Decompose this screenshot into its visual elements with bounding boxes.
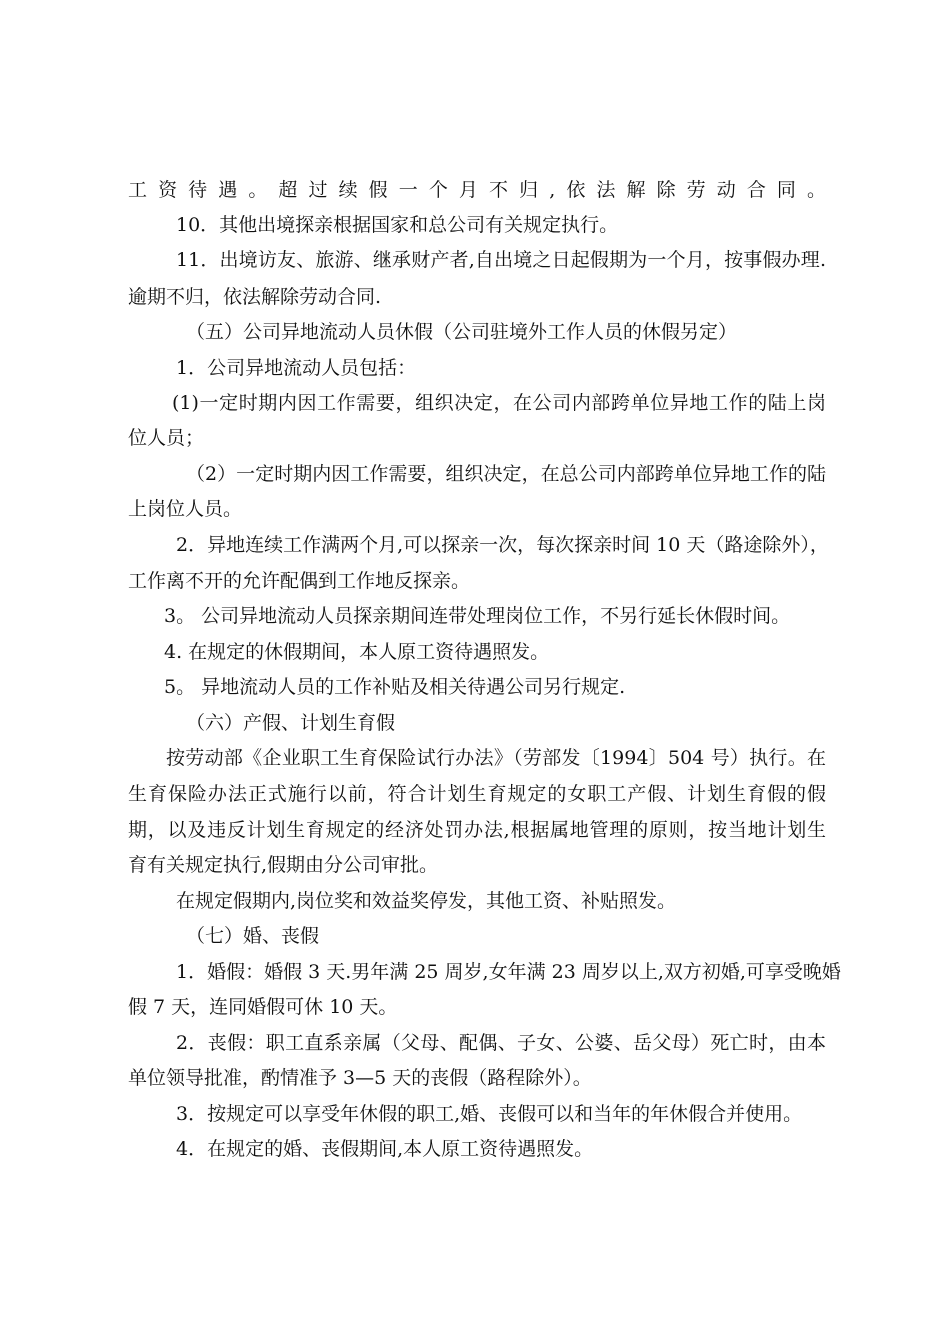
paragraph-line-21: 在规定假期内,岗位奖和效益奖停发，其他工资、补贴照发。: [176, 890, 677, 912]
paragraph-line-11: 2．异地连续工作满两个月,可以探亲一次，每次探亲时间 10 天（路途除外），: [176, 534, 829, 556]
paragraph-line-20: 育有关规定执行,假期由分公司审批。: [128, 854, 439, 876]
paragraph-line-15: 5。 异地流动人员的工作补贴及相关待遇公司另行规定.: [164, 676, 626, 698]
paragraph-line-12: 工作离不开的允许配偶到工作地反探亲。: [128, 570, 471, 592]
section-heading-six: （六）产假、计划生育假: [186, 712, 396, 734]
paragraph-line-7: (1)一定时期内因工作需要，组织决定，在公司内部跨单位异地工作的陆上岗: [172, 392, 826, 414]
paragraph-line-27: 3．按规定可以享受年休假的职工,婚、丧假可以和当年的年休假合并使用。: [176, 1103, 803, 1125]
paragraph-line-3: 11．出境访友、旅游、继承财产者,自出境之日起假期为一个月，按事假办理.: [176, 249, 826, 271]
paragraph-line-2: 10．其他出境探亲根据国家和总公司有关规定执行。: [176, 214, 619, 236]
paragraph-line-28: 4．在规定的婚、丧假期间,本人原工资待遇照发。: [176, 1138, 594, 1160]
paragraph-line-18: 生育保险办法正式施行以前，符合计划生育规定的女职工产假、计划生育假的假: [128, 783, 826, 805]
paragraph-line-19: 期，以及违反计划生育规定的经济处罚办法,根据属地管理的原则，按当地计划生: [128, 819, 826, 841]
paragraph-line-10: 上岗位人员。: [128, 498, 243, 520]
paragraph-line-13: 3。 公司异地流动人员探亲期间连带处理岗位工作，不另行延长休假时间。: [164, 605, 791, 627]
paragraph-line-14: 4. 在规定的休假期间，本人原工资待遇照发。: [164, 641, 550, 663]
paragraph-line-25: 2．丧假：职工直系亲属（父母、配偶、子女、公婆、岳父母）死亡时，由本: [176, 1032, 826, 1054]
paragraph-line-1: 工资待遇。超过续假一个月不归,依法解除劳动合同。: [128, 179, 826, 201]
paragraph-line-24: 假 7 天，连同婚假可休 10 天。: [128, 996, 398, 1018]
paragraph-line-9: （2）一定时期内因工作需要，组织决定，在总公司内部跨单位异地工作的陆: [186, 463, 826, 485]
paragraph-line-26: 单位领导批准，酌情准予 3—5 天的丧假（路程除外）。: [128, 1067, 592, 1089]
section-heading-five: （五）公司异地流动人员休假（公司驻境外工作人员的休假另定）: [186, 321, 738, 343]
paragraph-line-4: 逾期不归，依法解除劳动合同.: [128, 286, 382, 308]
paragraph-line-8: 位人员；: [128, 427, 205, 449]
paragraph-line-6: 1．公司异地流动人员包括：: [176, 357, 417, 379]
paragraph-line-17: 按劳动部《企业职工生育保险试行办法》（劳部发〔1994〕504 号）执行。在: [166, 747, 826, 769]
section-heading-seven: （七）婚、丧假: [186, 925, 320, 947]
paragraph-line-23: 1．婚假：婚假 3 天.男年满 25 周岁,女年满 23 周岁以上,双方初婚,可享受晚婚: [176, 961, 841, 983]
